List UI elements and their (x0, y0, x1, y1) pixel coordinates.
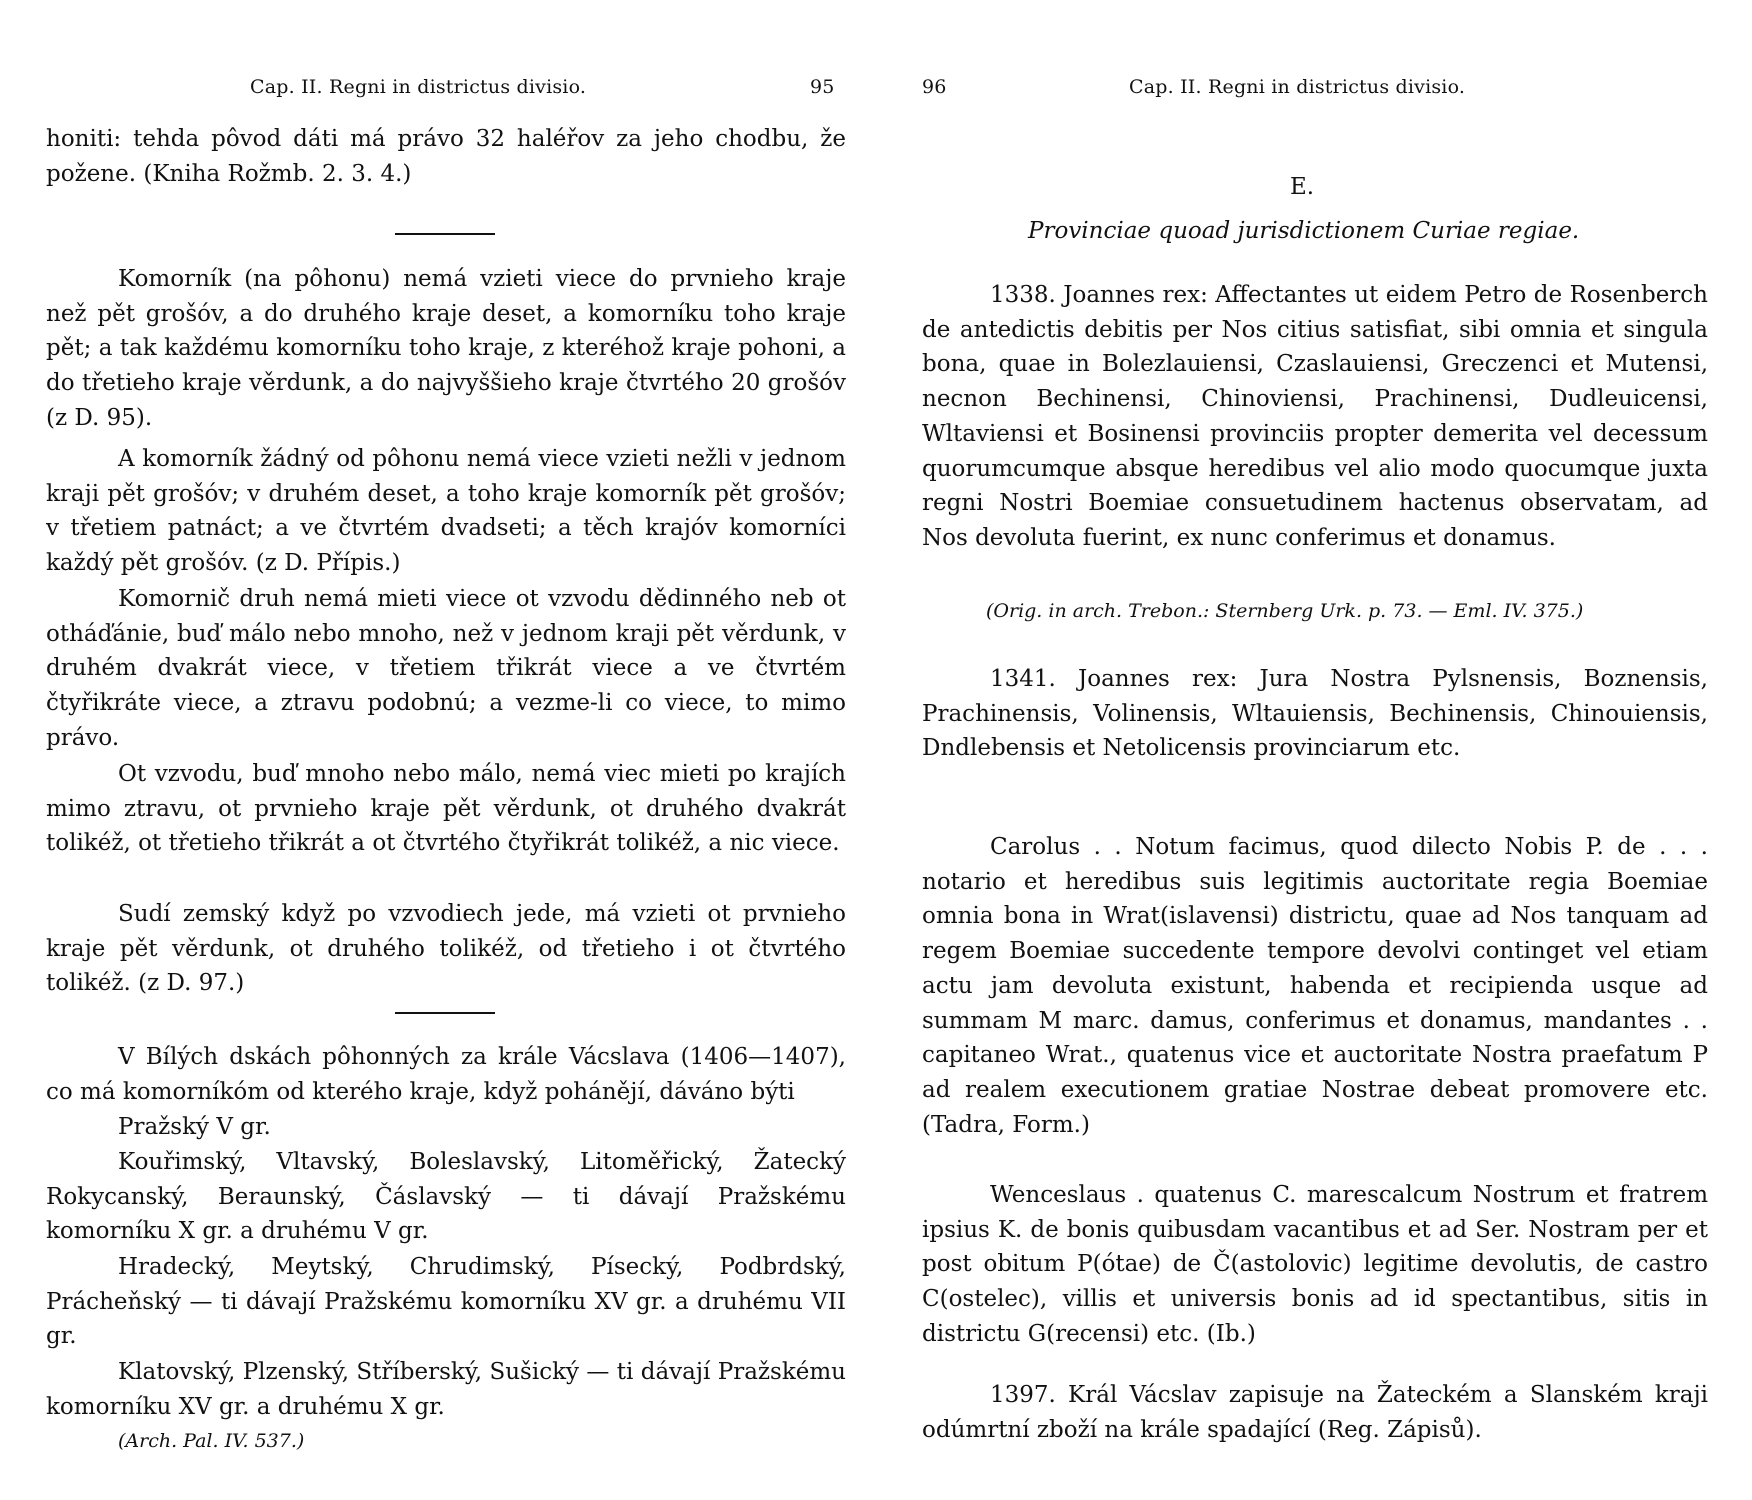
page-number: 95 (810, 76, 835, 98)
paragraph-2: Komorník (na pôhonu) nemá vzieti viece do prvnieho kraje než pět grošóv, a do druhého kraje deset, a komorníku toho kraje pět; a tak každému komorníku toho kraje, z kteréhož kraje pohoni, a do třetieho kraje věrdunk, a do najvyššieho kraje čtvrtého 20 grošóv (z D. 95). (46, 266, 846, 431)
source-caption: (Orig. in arch. Trebon.: Sternberg Urk. p. 73. — Eml. IV. 375.) (986, 600, 1584, 622)
paragraph-4: Wenceslaus . quatenus C. marescalcum Nostrum et fratrem ipsius K. de bonis quibusdam vacantibus et ad Ser. Nostram per et post obitum P(ótae) de Č(astolovic) legitime devolutis, de castro C(ostelec), villis et universis bonis ad id spectantibus, sitis in districtu G(recensi) etc. (Ib.) (922, 1182, 1708, 1347)
right-page (876, 0, 1752, 1500)
paragraph-11: Klatovský, Plzenský, Stříberský, Sušický — ti dávají Pražskému komorníku XV gr. a druhému X gr. (46, 1359, 846, 1420)
paragraph-5: Ot vzvodu, buď mnoho nebo málo, nemá viec mieti po krajích mimo ztravu, ot prvnieho kraje pět věrdunk, ot druhého dvakrát tolikéž, ot třetieho třikrát a ot čtvrtého čtyřikrát tolikéž, a nic viece. (46, 761, 846, 857)
section-letter: E. (1290, 174, 1315, 200)
paragraph-3: A komorník žádný od pôhonu nemá viece vzieti nežli v jednom kraji pět grošóv; v druhém deset, a toho kraje komorník pět grošóv; v třetiem patnáct; a ve čtvrtém dvadseti; a těch krajóv komorníci každý pět grošóv. (z D. Přípis.) (46, 446, 846, 577)
source-caption: (Arch. Pal. IV. 537.) (118, 1430, 305, 1452)
paragraph-2: 1341. Joannes rex: Jura Nostra Pylsnensis, Boznensis, Prachinensis, Volinensis, Wltauiensis, Bechinensis, Chinouiensis, Dndlebensis et Netolicensis provinciarum etc. (922, 666, 1708, 762)
paragraph-10: Hradecký, Meytský, Chrudimský, Písecký, Podbrdský, Prácheňský — ti dávají Pražskému komorníku XV gr. a druhému VII gr. (46, 1254, 846, 1350)
paragraph-1: 1338. Joannes rex: Affectantes ut eidem Petro de Rosenberch de antedictis debitis per Nos citius satisfiat, sibi omnia et singula bona, quae in Bolezlauiensi, Czaslauiensi, Greczenci et Mutensi, necnon Bechinensi, Chinoviensi, Prachinensi, Dudleuicensi, Wltaviensi et Bosinensi provinciis propter demerita vel decessum quorumcumque absque heredibus vel alio modo quocumque juxta regni Nostri Boemiae consuetudinem hactenus observatam, ad Nos devoluta fuerint, ex nunc conferimus et donamus. (922, 282, 1708, 551)
paragraph-9: Kouřimský, Vltavský, Boleslavský, Litoměřický, Žatecký Rokycanský, Beraunský, Čáslavský — ti dávají Pražskému komorníku X gr. a druhému V gr. (46, 1149, 846, 1245)
paragraph-7: V Bílých dskách pôhonných za krále Vácslava (1406—1407), co má komorníkóm od kterého kraje, když pohánějí, dáváno býti (46, 1044, 846, 1105)
page-number: 96 (922, 76, 947, 98)
paragraph-6: Sudí zemský když po vzvodiech jede, má vzieti ot prvnieho kraje pět věrdunk, ot druhého tolikéž, od třetieho i ot čtvrtého tolikéž. (z D. 97.) (46, 901, 846, 997)
separator-rule (395, 233, 495, 235)
paragraph-4: Komornič druh nemá mieti viece ot vzvodu dědinného neb ot otháďánie, buď málo nebo mnoho, než v jednom kraji pět věrdunk, v druhém dvakrát viece, v třetiem třikrát viece a ve čtvrtém čtyřikráte viece, a ztravu podobnú; a vezme-li co viece, to mimo právo. (46, 586, 846, 751)
paragraph-1: honiti: tehda pôvod dáti má právo 32 haléřov za jeho chodbu, že požene. (Kniha Rožmb. 2. 3. 4.) (46, 126, 846, 187)
section-title: Provinciae quoad jurisdictionem Curiae regiae. (1028, 218, 1580, 244)
paragraph-8: Pražský V gr. (118, 1114, 271, 1140)
running-title: Cap. II. Regni in districtus divisio. (1129, 76, 1466, 98)
paragraph-3: Carolus . . Notum facimus, quod dilecto Nobis P. de . . . notario et heredibus suis legitimis auctoritate regia Boemiae omnia bona in Wrat(islavensi) districtu, quae ad Nos tanquam ad regem Boemiae succedente tempore devolvi continget vel etiam actu jam devoluta existunt, habenda et recipienda usque ad summam M marc. damus, conferimus et donamus, mandantes . . capitaneo Wrat., quatenus vice et auctoritate Nostra praefatum P ad realem executionem gratiae Nostrae debeat promovere etc. (Tadra, Form.) (922, 834, 1708, 1138)
running-title: Cap. II. Regni in districtus divisio. (250, 76, 587, 98)
paragraph-5: 1397. Král Vácslav zapisuje na Žateckém a Slanském kraji odúmrtní zboží na krále spadající (Reg. Zápisů). (922, 1382, 1708, 1443)
separator-rule (395, 1012, 495, 1014)
